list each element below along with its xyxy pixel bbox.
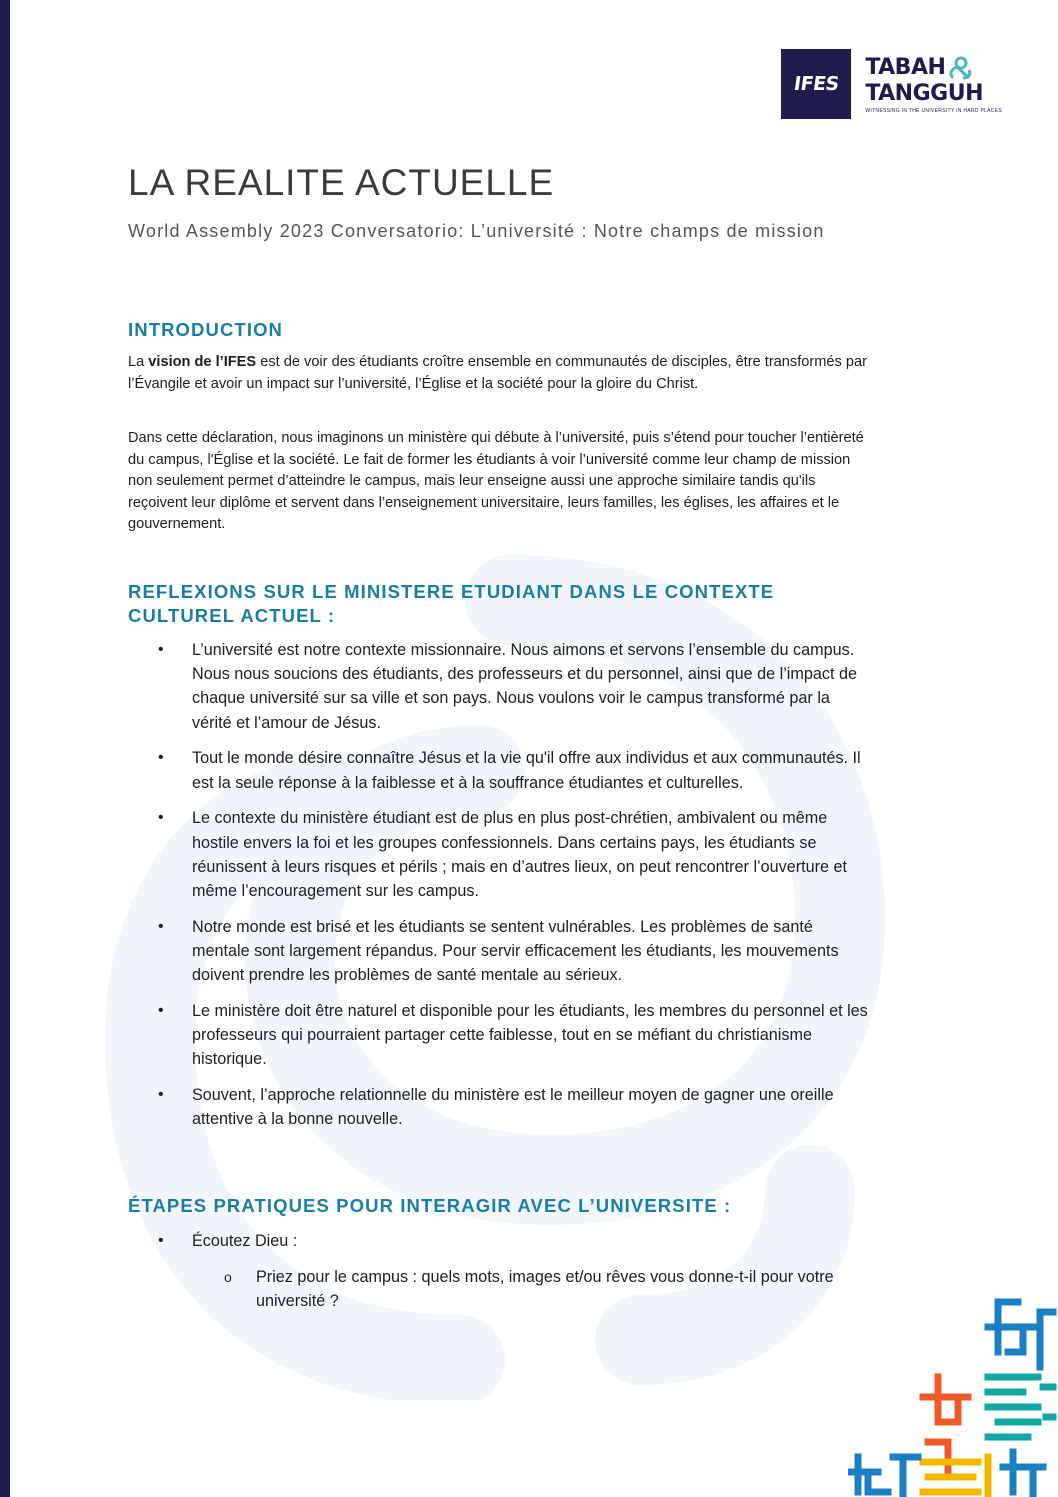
reflexions-heading: REFLEXIONS SUR LE MINISTERE ETUDIANT DANS LE CONTEXTE CULTUREL ACTUEL : <box>128 581 775 626</box>
decorative-pattern-icon <box>848 1292 1058 1497</box>
list-item: • Écoutez Dieu : <box>128 1229 868 1253</box>
page-subtitle: World Assembly 2023 Conversatorio: L’université : Notre champs de mission <box>128 221 825 241</box>
page-title: LA REALITE ACTUELLE <box>128 162 555 203</box>
list-item: • L’université est notre contexte missionnaire. Nous aimons et servons l’ensemble du campus. Nous nous soucions des étudiants, des professeurs et du personnel, ainsi que de l’impact de chaque université sur sa ville et son pays. Nous voulons voir le campus transformé par la vérité et l’amour de Jésus. <box>128 638 868 735</box>
introduction-paragraph-2: Dans cette déclaration, nous imaginons un ministère qui débute à l’université, puis s’étend pour toucher l’entièreté du campus, l'Église et la société. Le fait de former les étudiants à voir l’université comme leur champ de mission non seulement permet d’atteindre le campus, mais leur enseigne aussi une approche similaire tandis qu'ils reçoivent leur diplôme et servent dans l’enseignement universitaire, leurs familles, les églises, les affaires et le gouvernement. <box>128 430 864 532</box>
tabah-word: TABAH <box>865 55 946 80</box>
list-item: • Tout le monde désire connaître Jésus et la vie qu'il offre aux individus et aux communautés. Il est la seule réponse à la faiblesse et à la souffrance étudiantes et culturelles. <box>128 746 868 794</box>
ifes-logo-text: IFES <box>792 73 841 95</box>
logo-tagline: WITNESSING IN THE UNIVERSITY IN HARD PLACES <box>865 108 1002 114</box>
reflexions-list <box>128 638 868 1143</box>
ampersand-knot-icon <box>947 54 975 82</box>
introduction-heading: INTRODUCTION <box>128 319 284 340</box>
intro-p1-bold: vision de l’IFES <box>148 354 257 370</box>
etapes-heading: ÉTAPES PRATIQUES POUR INTERAGIR AVEC L’UNIVERSITE : <box>128 1195 732 1216</box>
ifes-logo <box>781 49 851 119</box>
etapes-list <box>128 1229 868 1265</box>
list-item: • Le ministère doit être naturel et disponible pour les étudiants, les membres du personnel et les professeurs qui pourraient partager cette faiblesse, tout en se méfiant du christianisme historique. <box>128 999 868 1072</box>
introduction-paragraph-1 <box>128 352 868 395</box>
left-accent-bar <box>0 0 10 1497</box>
etapes-sub-list <box>128 1265 868 1313</box>
tabah-tangguh-logo <box>865 49 1002 119</box>
sub-list-item: o Priez pour le campus : quels mots, images et/ou rêves vous donne-t-il pour votre université ? <box>128 1265 868 1313</box>
header-logos <box>781 48 1002 120</box>
intro-p1-rest: est de voir des étudiants croître ensemble en communautés de disciples, être transformés par l’Évangile et avoir un impact sur l’université, l’Église et la société pour la gloire du Christ. <box>128 354 867 392</box>
tangguh-word: TANGGUH <box>865 81 983 106</box>
list-item: • Souvent, l’approche relationnelle du ministère est le meilleur moyen de gagner une oreille attentive à la bonne nouvelle. <box>128 1083 868 1131</box>
intro-p1-prefix: La <box>128 354 149 370</box>
list-item: • Le contexte du ministère étudiant est de plus en plus post-chrétien, ambivalent ou même hostile envers la foi et les groupes confessionnels. Dans certains pays, les étudiants se réunissent à leurs risques et périls ; mais en d’autres lieux, on peut rencontrer l’ouverture et même l’encouragement sur les campus. <box>128 806 868 903</box>
list-item: • Notre monde est brisé et les étudiants se sentent vulnérables. Les problèmes de santé mentale sont largement répandus. Pour servir efficacement les étudiants, les mouvements doivent prendre les problèmes de santé mentale au sérieux. <box>128 915 868 988</box>
